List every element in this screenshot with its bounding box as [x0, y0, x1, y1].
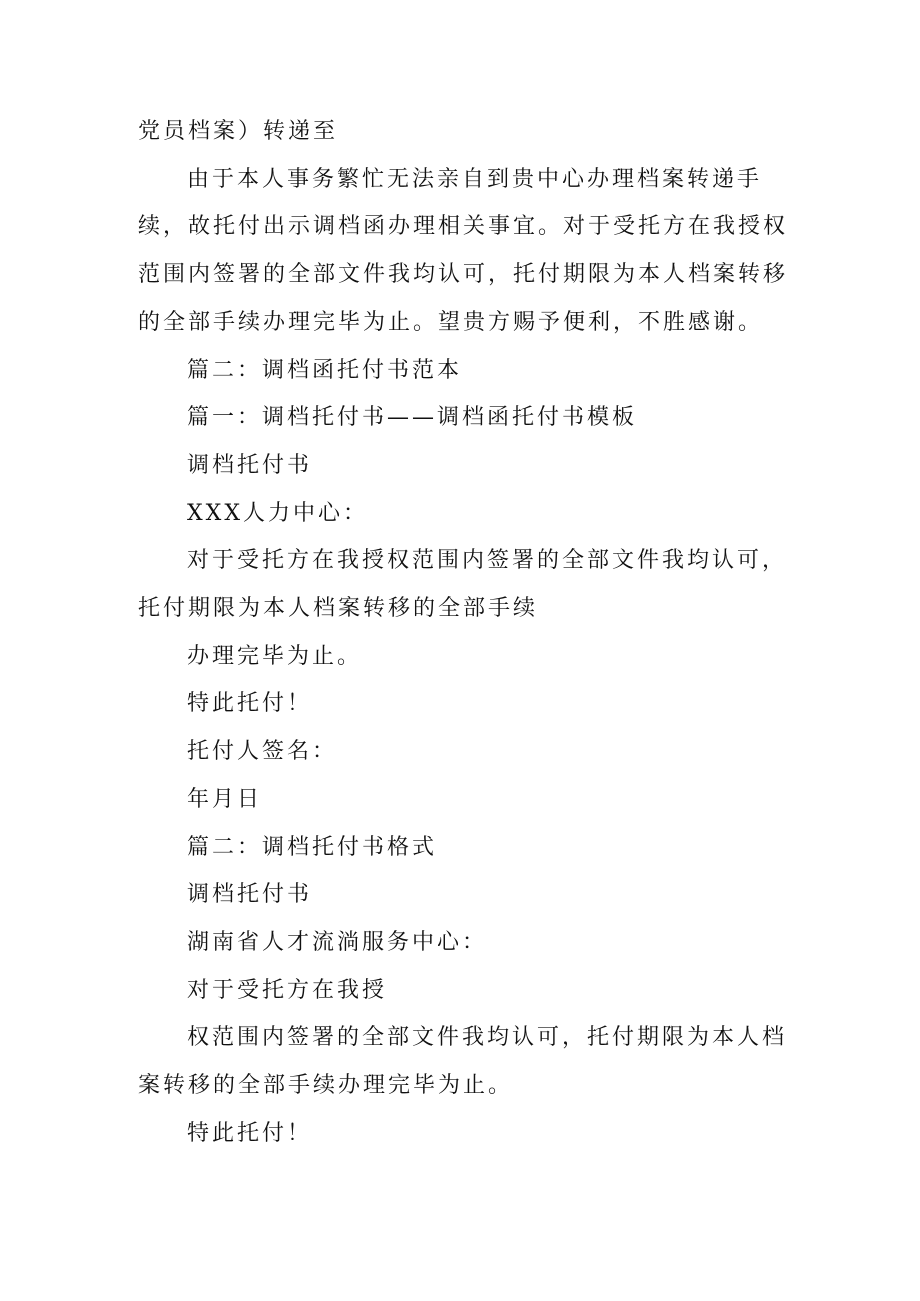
section-heading-template: 篇二：调档函托付书范本	[187, 357, 463, 383]
authorization-start: 对于受托方在我授	[187, 977, 388, 1003]
letter-title-second: 调档托付书	[187, 882, 313, 908]
letter-title: 调档托付书	[187, 452, 313, 478]
closing-line-second: 特此托付！	[187, 1120, 313, 1146]
signature-label: 托付人签名：	[187, 739, 338, 765]
completion-line: 办理完毕为止。	[187, 643, 363, 669]
date-label: 年月日	[187, 786, 263, 812]
document-body	[138, 108, 788, 1157]
recipient-line-second: 湖南省人才流淌服务中心：	[187, 929, 488, 955]
paragraph-request-reason: 由于本人事务繁忙无法亲自到贵中心办理档案转递手续，故托付出示调档函办理相关事宜。对于受托方在我授权范围内签署的全部文件我均认可，托付期限为本人档案转移的全部手续办理完毕为止。望贵方赐予便利，不胜感谢。	[138, 166, 789, 335]
section-heading-format: 篇二：调档托付书格式	[187, 834, 438, 860]
recipient-line: XXX人力中心：	[187, 500, 368, 526]
authorization-paragraph: 对于受托方在我授权范围内签署的全部文件我均认可，托付期限为本人档案转移的全部手续	[138, 548, 788, 622]
authorization-continuation: 权范围内签署的全部文件我均认可，托付期限为本人档案转移的全部手续办理完毕为止。	[138, 1025, 788, 1099]
section-heading-model: 篇一：调档托付书——调档函托付书模板	[187, 405, 638, 431]
closing-line: 特此托付！	[187, 691, 313, 717]
paragraph-archive-transfer-tail: 党员档案）转递至	[138, 119, 339, 144]
